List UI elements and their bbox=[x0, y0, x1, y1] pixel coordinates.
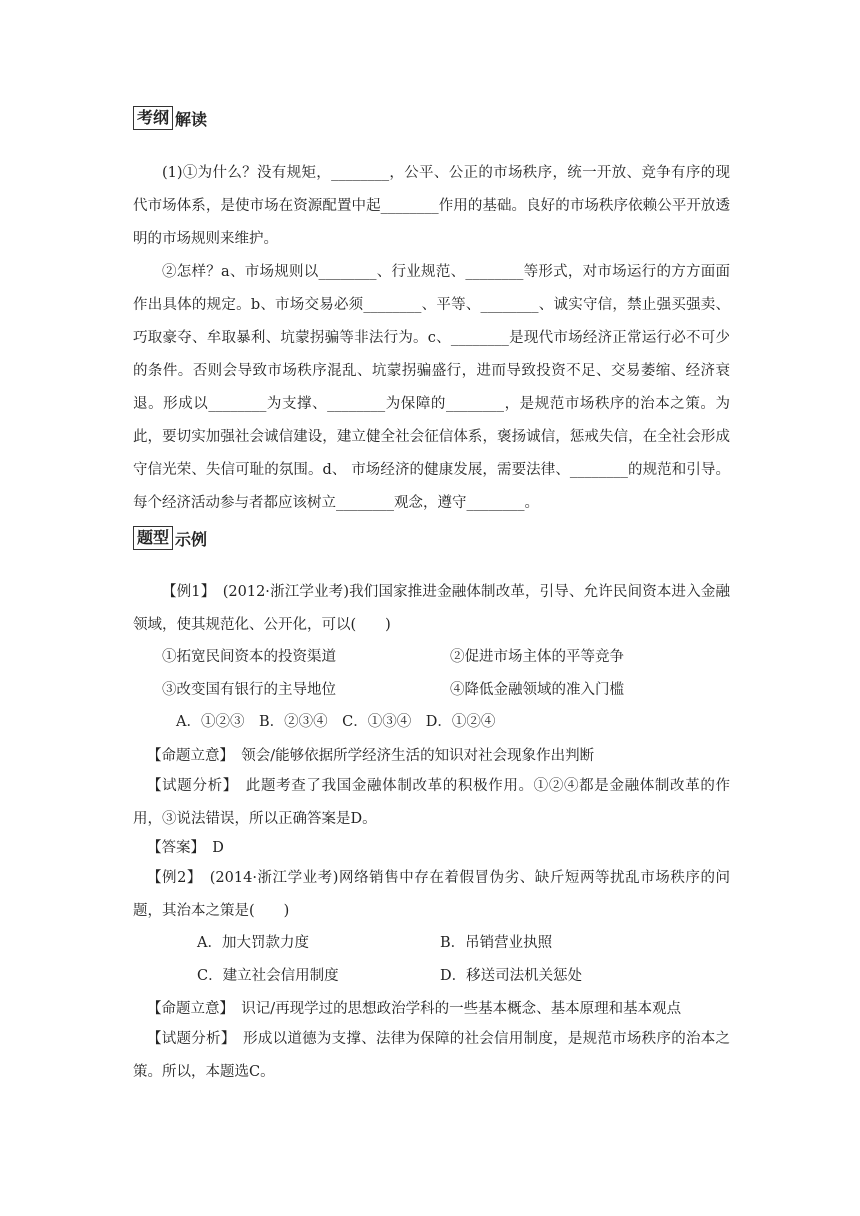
example-2-analysis: 【试题分析】 形成以道德为支撑、法律为保障的社会信用制度，是规范市场秩序的治本之策。所以，本题选C。 bbox=[133, 1031, 730, 1080]
example-1-stem: 【例1】 (2012·浙江学业考)我们国家推进金融体制改革，引导、允许民间资本进入金融领域，使其规范化、公开化，可以( ) bbox=[133, 584, 730, 633]
paragraph-2: ②怎样？a、市场规则以________、行业规范、________等形式，对市场运行的方方面面作出具体的规定。b、市场交易必须________、平等、________、诚实守信，禁止强买强卖、巧取豪夺、牟取暴利、坑蒙拐骗等非法行为。c、________是现代市场经济正常运行必不可少的条件。否则会导致市场秩序混乱、坑蒙拐骗盛行，进而导致投资不足、交易萎缩、经济衰退。形成以________为支撑、________为保障的________，是规范市场秩序的治本之策。为此，要切实加强社会诚信建设，建立健全社会征信体系，褒扬诚信，惩戒失信，在全社会形成守信光荣、失信可耻的氛围。d、 市场经济的健康发展，需要法律、________的规范和引导。每个经济活动参与者都应该树立________观念，遵守________。 bbox=[133, 264, 730, 511]
example-1-option-3: ③改变国有银行的主导地位 bbox=[162, 682, 336, 698]
example-2-option-b: B．吊销营业执照 bbox=[440, 935, 553, 951]
example-2-option-d: D．移送司法机关惩处 bbox=[440, 968, 583, 984]
example-1-analysis: 【试题分析】 此题考查了我国金融体制改革的积极作用。①②④都是金融体制改革的作用，③说法错误，所以正确答案是D。 bbox=[133, 778, 730, 827]
example-2-intent: 【命题立意】 识记/再现学过的思想政治学科的一些基本概念、基本原理和基本观点 bbox=[147, 1001, 682, 1017]
example-1-option-1: ①拓宽民间资本的投资渠道 bbox=[162, 649, 336, 665]
section-heading-syllabus bbox=[133, 106, 207, 130]
section-heading-examples bbox=[133, 526, 207, 550]
paragraph-1: (1)①为什么？没有规矩，________，公平、公正的市场秩序，统一开放、竞争有序的现代市场体系，是使市场在资源配置中起________作用的基础。良好的市场秩序依赖公平开放透明的市场规则来维护。 bbox=[133, 165, 730, 247]
example-2-stem: 【例2】 (2014·浙江学业考)网络销售中存在着假冒伪劣、缺斤短两等扰乱市场秩序的问题，其治本之策是( ) bbox=[133, 870, 730, 919]
example-1-answer: 【答案】 D bbox=[147, 840, 224, 856]
heading-label: 解读 bbox=[175, 109, 208, 129]
example-2-option-a: A．加大罚款力度 bbox=[197, 935, 309, 951]
example-1-intent: 【命题立意】 领会/能够依据所学经济生活的知识对社会现象作出判断 bbox=[147, 748, 595, 764]
heading-box-label: 题型 bbox=[133, 526, 173, 550]
heading-box-label: 考纲 bbox=[133, 106, 173, 130]
example-2-option-c: C．建立社会信用制度 bbox=[197, 968, 339, 984]
example-1-option-4: ④降低金融领域的准入门槛 bbox=[450, 682, 624, 698]
heading-label: 示例 bbox=[175, 529, 208, 549]
example-1-option-2: ②促进市场主体的平等竞争 bbox=[450, 649, 624, 665]
example-1-choices: A．①②③ B．②③④ C．①③④ D．①②④ bbox=[176, 714, 496, 730]
